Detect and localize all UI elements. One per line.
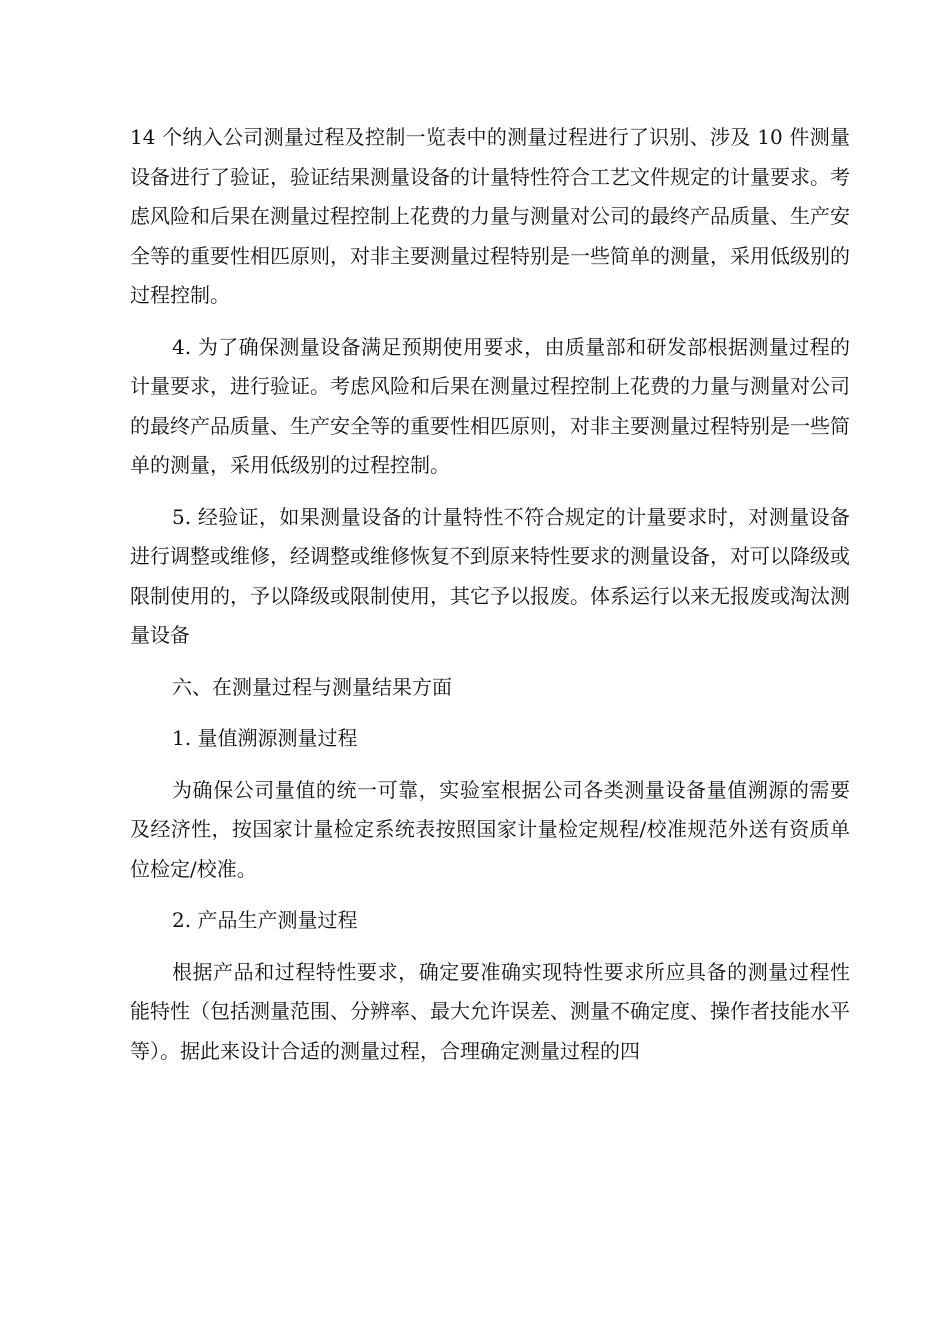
paragraph-item-5: 5. 经验证，如果测量设备的计量特性不符合规定的计量要求时，对测量设备进行调整或维修，经调整或维修恢复不到原来特性要求的测量设备，对可以降级或限制使用的，予以降级或限制使用，其它予以报废。体系运行以来无报废或淘汰测量设备 [130,504,850,647]
subheading-1: 1. 量值溯源测量过程 [172,726,358,750]
subheading-2: 2. 产品生产测量过程 [172,908,358,932]
paragraph-production-measurement: 根据产品和过程特性要求，确定要准确实现特性要求所应具备的测量过程性能特性（包括测量范围、分辨率、最大允许误差、测量不确定度、操作者技能水平等）。据此来设计合适的测量过程，合理确定测量过程的四 [130,959,850,1063]
document-body [130,118,850,1083]
paragraph-item-4: 4. 为了确保测量设备满足预期使用要求，由质量部和研发部根据测量过程的计量要求，进行验证。考虑风险和后果在测量过程控制上花费的力量与测量对公司的最终产品质量、生产安全等的重要性相匹原则，对非主要测量过程特别是一些简单的测量，采用低级别的过程控制。 [130,334,850,477]
paragraph-traceability: 为确保公司量值的统一可靠，实验室根据公司各类测量设备量值溯源的需要及经济性，按国家计量检定系统表按照国家计量检定规程/校准规范外送有资质单位检定/校准。 [130,777,850,881]
section-heading-6: 六、在测量过程与测量结果方面 [172,674,452,699]
paragraph-1: 14 个纳入公司测量过程及控制一览表中的测量过程进行了识别、涉及 10 件测量设备进行了验证，验证结果测量设备的计量特性符合工艺文件规定的计量要求。考虑风险和后果在测量过程控制上花费的力量与测量对公司的最终产品质量、生产安全等的重要性相匹原则，对非主要测量过程特别是一些简单的测量，采用低级别的过程控制。 [130,125,850,307]
